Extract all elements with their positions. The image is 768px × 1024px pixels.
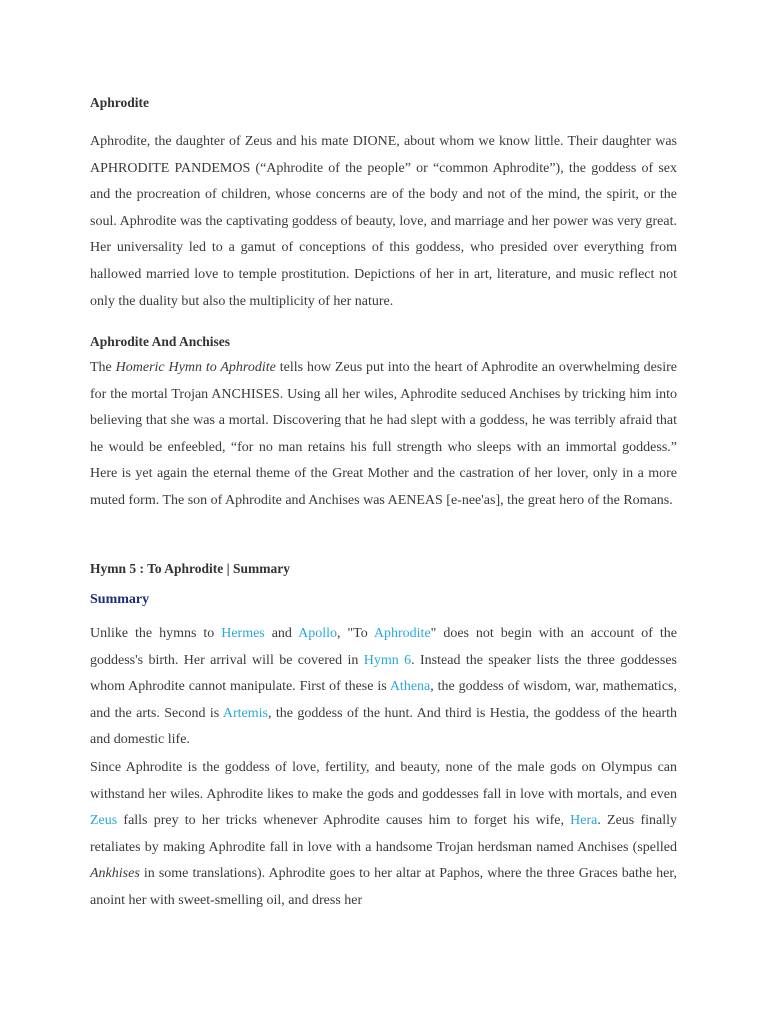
intro-paragraph: Aphrodite, the daughter of Zeus and his mate DIONE, about whom we know little. Their daughter was APHRODITE PANDEMOS (“Aphrodite of the people” or “common Aphrodite”), the goddess of sex and the procreation of children, whose concerns are of the body and not of the mind, the spirit, or the soul. Aphrodite was the captivating goddess of beauty, love, and marriage and her power was very great. Her universality led to a gamut of conceptions of this goddess, who presided over everything from hallowed married love to temple prostitution. Depictions of her in art, literature, and music reflect not only the duality but also the multiplicity of her nature. [90,134,677,309]
hymn-title-italic: Homeric Hymn to Aphrodite [115,360,276,375]
anchises-paragraph: The Homeric Hymn to Aphrodite tells how Zeus put into the heart of Aphrodite an overwhelming desire for the mortal Trojan ANCHISES. Using all her wiles, Aphrodite seduced Anchises by tricking him into believing that she was a mortal. Discovering that he had slept with a goddess, he was terribly afraid that he would be enfeebled, “for no man retains his full strength who sleeps with an immortal goddess.” Here is yet again the eternal theme of the Great Mother and the castration of her lover, only in a more muted form. The son of Aphrodite and Anchises was AENEAS [e-nee'as], the great hero of the Romans. [90,360,678,508]
link-apollo[interactable]: Apollo [298,626,337,641]
summary-heading: Summary [90,592,150,607]
link-aphrodite[interactable]: Aphrodite [373,626,431,641]
page-title: Aphrodite [90,95,150,110]
summary-paragraph-1: Unlike the hymns to Hermes and Apollo, "To Aphrodite" does not begin with an account of the goddess's birth. Her arrival will be covered in Hymn 6. Instead the speaker lists the three goddesses whom Aphrodite cannot manipulate. First of these is Athena, the goddess of wisdom, war, mathematics, and the arts. Second is Artemis, the goddess of the hunt. And third is Hestia, the goddess of the hearth and domestic life. [90,626,678,748]
link-hymn-6[interactable]: Hymn 6 [363,652,412,668]
summary-paragraph-2: Since Aphrodite is the goddess of love, fertility, and beauty, none of the male gods on Olympus can withstand her wiles. Aphrodite likes to make the gods and goddesses fall in love with mortals, and even Zeus falls prey to her tricks whenever Aphrodite causes him to forget his wife, Hera. Zeus finally retaliates by making Aphrodite fall in love with a handsome Trojan herdsman named Anchises (spelled Ankhises in some translations). Aphrodite goes to her altar at Paphos, where the three Graces bathe her, anoint her with sweet-smelling oil, and dress her [90,760,677,908]
link-zeus[interactable]: Zeus [90,813,118,829]
section-heading-anchises: Aphrodite And Anchises [90,334,231,349]
ankhises-italic: Ankhises [90,866,140,882]
link-hermes[interactable]: Hermes [221,626,265,641]
hymn-heading: Hymn 5 : To Aphrodite | Summary [90,561,291,576]
link-hera[interactable]: Hera [570,813,598,829]
link-artemis[interactable]: Artemis [222,705,268,721]
link-athena[interactable]: Athena [389,679,431,695]
